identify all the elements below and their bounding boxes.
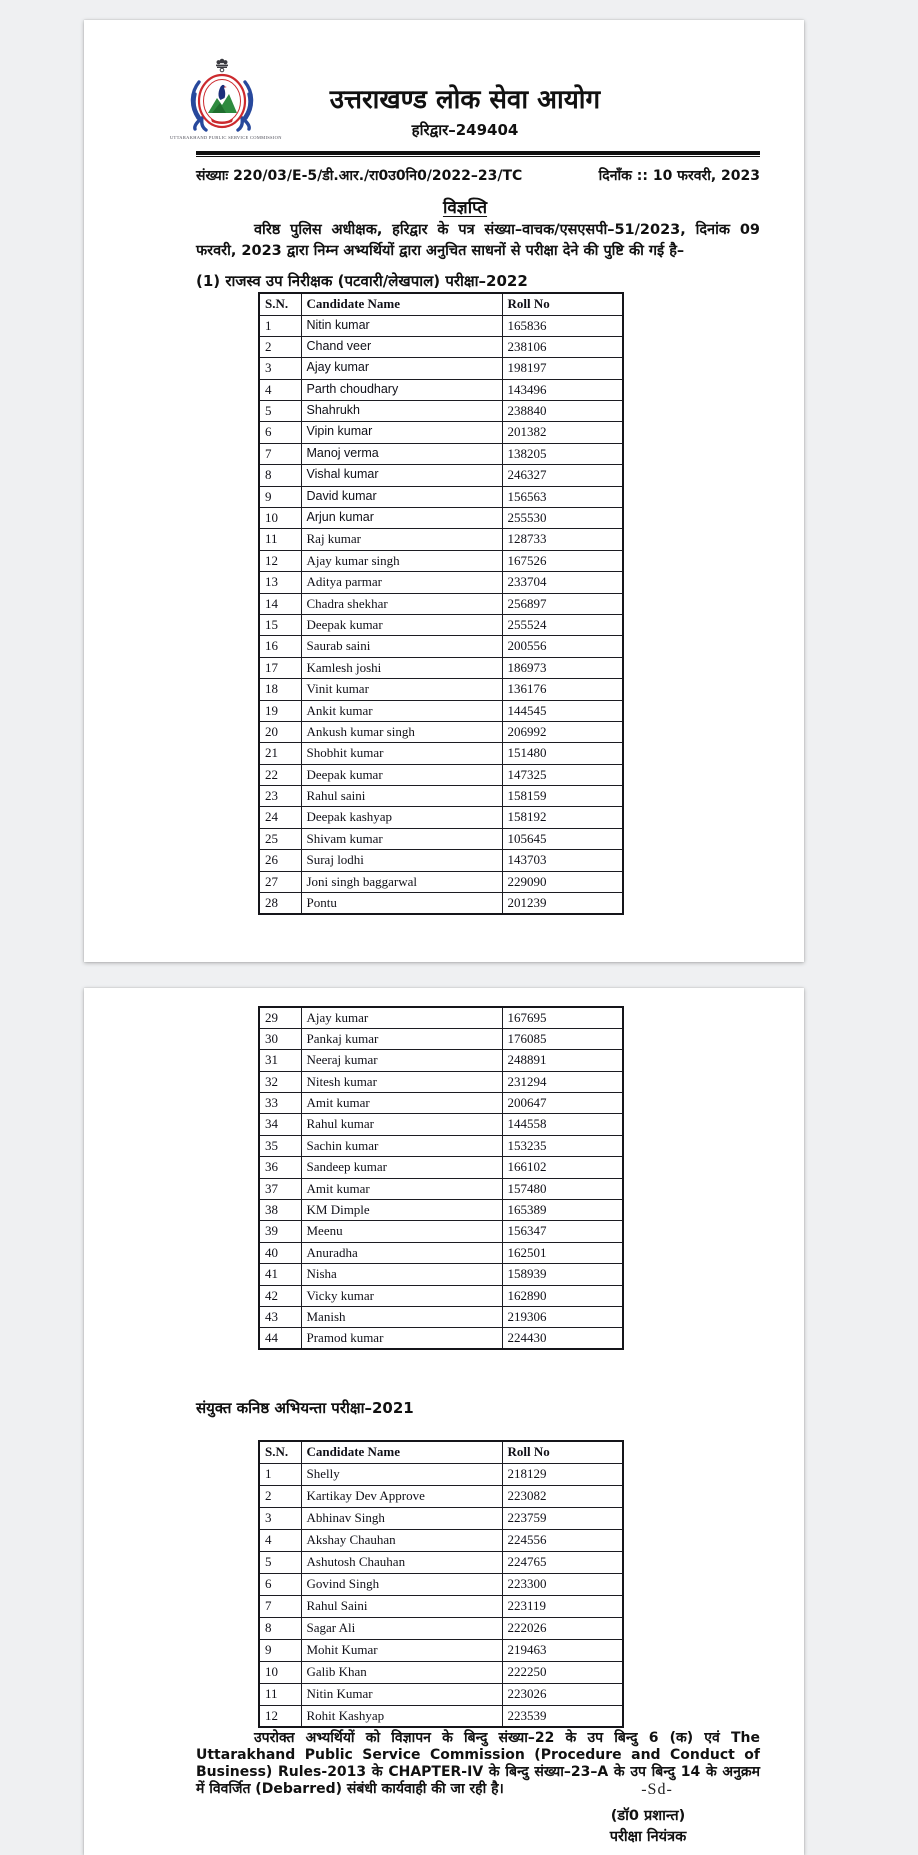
sn-cell: 29	[259, 1007, 301, 1028]
table-row	[259, 1306, 623, 1327]
table-row	[259, 614, 623, 635]
rollno-cell: 255530	[502, 508, 623, 529]
page-1	[84, 20, 804, 962]
name-cell: Anuradha	[301, 1242, 502, 1263]
sn-cell: 25	[259, 828, 301, 849]
name-cell: Rahul saini	[301, 786, 502, 807]
table-row	[259, 1507, 623, 1529]
table-row	[259, 1617, 623, 1639]
table-row	[259, 1071, 623, 1092]
column-header: Roll No	[502, 293, 623, 315]
sn-cell: 33	[259, 1093, 301, 1114]
table-row	[259, 1485, 623, 1507]
name-cell: Shobhit kumar	[301, 743, 502, 764]
sn-cell: 15	[259, 614, 301, 635]
name-cell: Arjun kumar	[301, 508, 502, 529]
rollno-cell: 162890	[502, 1285, 623, 1306]
sn-cell: 12	[259, 1705, 301, 1727]
table-row	[259, 379, 623, 400]
name-cell: Neeraj kumar	[301, 1050, 502, 1071]
sn-cell: 8	[259, 1617, 301, 1639]
column-header: S.N.	[259, 293, 301, 315]
rollno-cell: 176085	[502, 1028, 623, 1049]
table-row	[259, 1157, 623, 1178]
table-row	[259, 550, 623, 571]
rollno-cell: 167526	[502, 550, 623, 571]
table-row	[259, 572, 623, 593]
rollno-cell: 238106	[502, 336, 623, 357]
name-cell: Sachin kumar	[301, 1135, 502, 1156]
name-cell: Vinit kumar	[301, 679, 502, 700]
name-cell: Manish	[301, 1306, 502, 1327]
rollno-cell: 223026	[502, 1683, 623, 1705]
rollno-cell: 218129	[502, 1463, 623, 1485]
name-cell: Deepak kumar	[301, 764, 502, 785]
sn-cell: 39	[259, 1221, 301, 1242]
red-ring-icon	[199, 75, 245, 127]
rollno-cell: 143496	[502, 379, 623, 400]
rollno-cell: 158159	[502, 786, 623, 807]
rollno-cell: 219463	[502, 1639, 623, 1661]
table-row	[259, 1573, 623, 1595]
sn-cell: 34	[259, 1114, 301, 1135]
signatory-designation: परीक्षा नियंत्रक	[609, 1829, 687, 1845]
name-cell: Nitin kumar	[301, 315, 502, 336]
sn-cell: 40	[259, 1242, 301, 1263]
ashoka-emblem-icon	[216, 59, 228, 72]
rollno-cell: 166102	[502, 1157, 623, 1178]
rollno-cell: 162501	[502, 1242, 623, 1263]
table-row	[259, 1221, 623, 1242]
rollno-cell: 231294	[502, 1071, 623, 1092]
name-cell: Vipin kumar	[301, 422, 502, 443]
name-cell: Sandeep kumar	[301, 1157, 502, 1178]
name-cell: Nisha	[301, 1264, 502, 1285]
table-row	[259, 508, 623, 529]
rollno-cell: 223300	[502, 1573, 623, 1595]
sn-cell: 8	[259, 465, 301, 486]
sn-cell: 6	[259, 1573, 301, 1595]
issue-date: दिनाँक :: 10 फरवरी, 2023	[598, 168, 760, 184]
name-cell: Manoj verma	[301, 443, 502, 464]
rollno-cell: 222250	[502, 1661, 623, 1683]
name-cell: Kamlesh joshi	[301, 657, 502, 678]
rollno-cell: 105645	[502, 828, 623, 849]
table-row	[259, 1661, 623, 1683]
name-cell: Ajay kumar	[301, 358, 502, 379]
name-cell: Rahul kumar	[301, 1114, 502, 1135]
name-cell: Mohit Kumar	[301, 1639, 502, 1661]
table-row	[259, 1551, 623, 1573]
table-row	[259, 1093, 623, 1114]
table-row	[259, 422, 623, 443]
table-row	[259, 850, 623, 871]
rollno-cell: 144545	[502, 700, 623, 721]
table-row	[259, 1463, 623, 1485]
table-row	[259, 1529, 623, 1551]
rollno-cell: 165389	[502, 1200, 623, 1221]
rollno-cell: 143703	[502, 850, 623, 871]
table-row	[259, 1242, 623, 1263]
rollno-cell: 229090	[502, 871, 623, 892]
intro-paragraph: वरिष्ठ पुलिस अधीक्षक, हरिद्वार के पत्र संख्या–वाचक/एसएसपी–51/2023, दिनांक 09 फरवरी, 2023 द्वारा निम्न अभ्यर्थियों द्वारा अनुचित साधनों से परीक्षा देने की पुष्टि की गई है–	[196, 222, 760, 259]
sn-cell: 10	[259, 1661, 301, 1683]
column-header: Candidate Name	[301, 293, 502, 315]
rollno-cell: 201239	[502, 893, 623, 914]
name-cell: Shelly	[301, 1463, 502, 1485]
rollno-cell: 136176	[502, 679, 623, 700]
sn-cell: 5	[259, 401, 301, 422]
sn-cell: 1	[259, 315, 301, 336]
name-cell: Sagar Ali	[301, 1617, 502, 1639]
exam2-table	[258, 1440, 624, 1728]
table-header-row	[259, 1441, 623, 1463]
sn-cell: 13	[259, 572, 301, 593]
name-cell: Nitesh kumar	[301, 1071, 502, 1092]
page-2	[84, 988, 804, 1855]
sn-cell: 14	[259, 593, 301, 614]
org-address: हरिद्वार–249404	[411, 120, 519, 139]
name-cell: Rahul Saini	[301, 1595, 502, 1617]
table-row	[259, 486, 623, 507]
exam1-heading: (1) राजस्व उप निरीक्षक (पटवारी/लेखपाल) परीक्षा–2022	[196, 272, 528, 290]
rollno-cell: 151480	[502, 743, 623, 764]
name-cell: Ankush kumar singh	[301, 721, 502, 742]
sn-cell: 42	[259, 1285, 301, 1306]
name-cell: Parth choudhary	[301, 379, 502, 400]
name-cell: Joni singh baggarwal	[301, 871, 502, 892]
sn-cell: 24	[259, 807, 301, 828]
sn-cell: 32	[259, 1071, 301, 1092]
table-row	[259, 764, 623, 785]
sn-cell: 31	[259, 1050, 301, 1071]
sn-cell: 1	[259, 1463, 301, 1485]
rollno-cell: 153235	[502, 1135, 623, 1156]
sn-cell: 30	[259, 1028, 301, 1049]
table-row	[259, 636, 623, 657]
name-cell: Ajay kumar	[301, 1007, 502, 1028]
exam2-heading: संयुक्त कनिष्ठ अभियन्ता परीक्षा–2021	[196, 1399, 414, 1417]
rollno-cell: 219306	[502, 1306, 623, 1327]
signatory-name: (डॉ0 प्रशान्त)	[610, 1808, 686, 1824]
table-row	[259, 893, 623, 914]
name-cell: Pankaj kumar	[301, 1028, 502, 1049]
table-row	[259, 700, 623, 721]
header-rule	[196, 151, 760, 156]
exam1-table-page1	[258, 292, 624, 915]
name-cell: Chand veer	[301, 336, 502, 357]
sn-cell: 4	[259, 1529, 301, 1551]
sn-cell: 3	[259, 358, 301, 379]
name-cell: Vishal kumar	[301, 465, 502, 486]
table-row	[259, 1683, 623, 1705]
rollno-cell: 201382	[502, 422, 623, 443]
rollno-cell: 238840	[502, 401, 623, 422]
logo-caption: UTTARAKHAND PUBLIC SERVICE COMMISSION	[170, 135, 282, 140]
rollno-cell: 198197	[502, 358, 623, 379]
rollno-cell: 186973	[502, 657, 623, 678]
rollno-cell: 156563	[502, 486, 623, 507]
table-row	[259, 871, 623, 892]
rollno-cell: 224430	[502, 1328, 623, 1349]
sn-cell: 43	[259, 1306, 301, 1327]
name-cell: Suraj lodhi	[301, 850, 502, 871]
commission-logo	[182, 56, 262, 134]
sn-cell: 4	[259, 379, 301, 400]
sn-cell: 22	[259, 764, 301, 785]
name-cell: Pramod kumar	[301, 1328, 502, 1349]
table-row	[259, 315, 623, 336]
name-cell: Nitin Kumar	[301, 1683, 502, 1705]
table-row	[259, 593, 623, 614]
sn-cell: 44	[259, 1328, 301, 1349]
sn-cell: 37	[259, 1178, 301, 1199]
table-header-row	[259, 293, 623, 315]
name-cell: Saurab saini	[301, 636, 502, 657]
rollno-cell: 158192	[502, 807, 623, 828]
sn-cell: 2	[259, 1485, 301, 1507]
sn-cell: 16	[259, 636, 301, 657]
sn-cell: 9	[259, 1639, 301, 1661]
table-row	[259, 1285, 623, 1306]
table-row	[259, 1028, 623, 1049]
column-header: Candidate Name	[301, 1441, 502, 1463]
table-row	[259, 1114, 623, 1135]
sn-cell: 35	[259, 1135, 301, 1156]
sn-cell: 17	[259, 657, 301, 678]
table-row	[259, 358, 623, 379]
column-header: Roll No	[502, 1441, 623, 1463]
rollno-cell: 167695	[502, 1007, 623, 1028]
table-row	[259, 336, 623, 357]
closing-paragraph: उपरोक्त अभ्यर्थियों को विज्ञापन के बिन्दु संख्या–22 के उप बिन्दु 6 (क) एवं The Uttarakhand Public Service Commission (Procedure and Conduct of Business) Rules-2013 के CHAPTER-IV के बिन्दु संख्या–23–A के उप बिन्दु 14 के अनुक्रम में विवर्जित (Debarred) संबंधी कार्यवाही की जा रही है।	[196, 1730, 760, 1797]
rollno-cell: 144558	[502, 1114, 623, 1135]
rollno-cell: 223082	[502, 1485, 623, 1507]
name-cell: Chadra shekhar	[301, 593, 502, 614]
rollno-cell: 255524	[502, 614, 623, 635]
rollno-cell: 147325	[502, 764, 623, 785]
commission-emblem-icon	[182, 56, 262, 134]
table-row	[259, 657, 623, 678]
rollno-cell: 248891	[502, 1050, 623, 1071]
rollno-cell: 157480	[502, 1178, 623, 1199]
table-row	[259, 465, 623, 486]
table-row	[259, 1050, 623, 1071]
table-row	[259, 529, 623, 550]
signature-sd: -Sd-	[641, 1781, 673, 1798]
name-cell: Vicky kumar	[301, 1285, 502, 1306]
table-row	[259, 401, 623, 422]
sn-cell: 9	[259, 486, 301, 507]
rollno-cell: 233704	[502, 572, 623, 593]
sn-cell: 36	[259, 1157, 301, 1178]
table-row	[259, 443, 623, 464]
table-row	[259, 828, 623, 849]
sn-cell: 6	[259, 422, 301, 443]
rollno-cell: 224556	[502, 1529, 623, 1551]
name-cell: Deepak kumar	[301, 614, 502, 635]
sn-cell: 10	[259, 508, 301, 529]
table-row	[259, 1639, 623, 1661]
sn-cell: 23	[259, 786, 301, 807]
ref-number: संख्याः 220/03/E-5/डी.आर./रा0उ0नि0/2022–23/TC	[196, 168, 523, 184]
sn-cell: 28	[259, 893, 301, 914]
sn-cell: 26	[259, 850, 301, 871]
rollno-cell: 156347	[502, 1221, 623, 1242]
rollno-cell: 223539	[502, 1705, 623, 1727]
name-cell: Meenu	[301, 1221, 502, 1242]
sn-cell: 12	[259, 550, 301, 571]
name-cell: David kumar	[301, 486, 502, 507]
exam1-table-continued	[258, 1006, 624, 1350]
name-cell: Amit kumar	[301, 1178, 502, 1199]
sn-cell: 18	[259, 679, 301, 700]
name-cell: Aditya parmar	[301, 572, 502, 593]
sn-cell: 38	[259, 1200, 301, 1221]
sn-cell: 7	[259, 443, 301, 464]
sn-cell: 11	[259, 529, 301, 550]
sn-cell: 27	[259, 871, 301, 892]
rollno-cell: 223119	[502, 1595, 623, 1617]
rollno-cell: 200556	[502, 636, 623, 657]
name-cell: KM Dimple	[301, 1200, 502, 1221]
name-cell: Raj kumar	[301, 529, 502, 550]
notice-title: विज्ञप्ति	[442, 198, 488, 218]
rollno-cell: 222026	[502, 1617, 623, 1639]
name-cell: Amit kumar	[301, 1093, 502, 1114]
table-row	[259, 1264, 623, 1285]
table-row	[259, 1200, 623, 1221]
table-row	[259, 807, 623, 828]
name-cell: Ankit kumar	[301, 700, 502, 721]
rollno-cell: 200647	[502, 1093, 623, 1114]
table-row	[259, 1007, 623, 1028]
rollno-cell: 256897	[502, 593, 623, 614]
column-header: S.N.	[259, 1441, 301, 1463]
table-row	[259, 1178, 623, 1199]
name-cell: Ashutosh Chauhan	[301, 1551, 502, 1573]
signature-block	[560, 1781, 736, 1846]
rollno-cell: 206992	[502, 721, 623, 742]
name-cell: Abhinav Singh	[301, 1507, 502, 1529]
sn-cell: 3	[259, 1507, 301, 1529]
table-row	[259, 721, 623, 742]
name-cell: Akshay Chauhan	[301, 1529, 502, 1551]
name-cell: Pontu	[301, 893, 502, 914]
sn-cell: 41	[259, 1264, 301, 1285]
rollno-cell: 138205	[502, 443, 623, 464]
table-row	[259, 743, 623, 764]
rollno-cell: 224765	[502, 1551, 623, 1573]
sn-cell: 19	[259, 700, 301, 721]
name-cell: Rohit Kashyap	[301, 1705, 502, 1727]
table-row	[259, 786, 623, 807]
table-row	[259, 1705, 623, 1727]
sn-cell: 7	[259, 1595, 301, 1617]
sn-cell: 2	[259, 336, 301, 357]
table-row	[259, 1328, 623, 1349]
rollno-cell: 165836	[502, 315, 623, 336]
table-row	[259, 1595, 623, 1617]
sn-cell: 21	[259, 743, 301, 764]
org-name: उत्तराखण्ड लोक सेवा आयोग	[329, 85, 601, 115]
rollno-cell: 246327	[502, 465, 623, 486]
sn-cell: 5	[259, 1551, 301, 1573]
rollno-cell: 128733	[502, 529, 623, 550]
table-row	[259, 679, 623, 700]
name-cell: Ajay kumar singh	[301, 550, 502, 571]
sn-cell: 11	[259, 1683, 301, 1705]
name-cell: Govind Singh	[301, 1573, 502, 1595]
name-cell: Galib Khan	[301, 1661, 502, 1683]
name-cell: Deepak kashyap	[301, 807, 502, 828]
sn-cell: 20	[259, 721, 301, 742]
name-cell: Kartikay Dev Approve	[301, 1485, 502, 1507]
name-cell: Shivam kumar	[301, 828, 502, 849]
table-row	[259, 1135, 623, 1156]
rollno-cell: 223759	[502, 1507, 623, 1529]
rollno-cell: 158939	[502, 1264, 623, 1285]
name-cell: Shahrukh	[301, 401, 502, 422]
